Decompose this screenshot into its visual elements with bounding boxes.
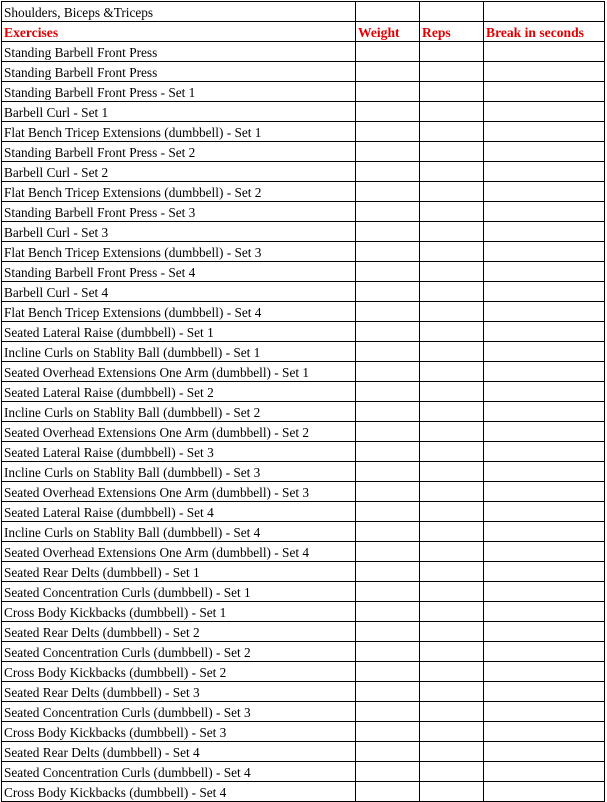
exercise-cell[interactable]: Seated Rear Delts (dumbbell) - Set 1: [2, 562, 356, 582]
break-cell[interactable]: [484, 42, 605, 62]
reps-cell[interactable]: [420, 602, 484, 622]
break-cell[interactable]: [484, 502, 605, 522]
break-cell[interactable]: [484, 482, 605, 502]
workout-sheet: [1, 1, 605, 802]
weight-cell[interactable]: [356, 682, 420, 702]
reps-cell[interactable]: [420, 62, 484, 82]
weight-cell[interactable]: [356, 282, 420, 302]
reps-cell[interactable]: [420, 562, 484, 582]
weight-cell[interactable]: [356, 582, 420, 602]
reps-cell[interactable]: [420, 202, 484, 222]
title-row-weight-cell[interactable]: [356, 2, 420, 22]
weight-cell[interactable]: [356, 622, 420, 642]
exercise-cell[interactable]: Flat Bench Tricep Extensions (dumbbell) - Set 3: [2, 242, 356, 262]
exercise-cell[interactable]: Flat Bench Tricep Extensions (dumbbell) - Set 4: [2, 302, 356, 322]
exercise-cell[interactable]: Cross Body Kickbacks (dumbbell) - Set 4: [2, 782, 356, 802]
table-row: [2, 562, 605, 582]
table-row: [2, 682, 605, 702]
break-cell[interactable]: [484, 642, 605, 662]
break-cell[interactable]: [484, 82, 605, 102]
exercise-cell[interactable]: Seated Lateral Raise (dumbbell) - Set 3: [2, 442, 356, 462]
weight-cell[interactable]: [356, 402, 420, 422]
reps-cell[interactable]: [420, 142, 484, 162]
reps-cell[interactable]: [420, 162, 484, 182]
reps-cell[interactable]: [420, 482, 484, 502]
exercise-cell[interactable]: Cross Body Kickbacks (dumbbell) - Set 1: [2, 602, 356, 622]
table-row: [2, 202, 605, 222]
reps-cell[interactable]: [420, 742, 484, 762]
sheet-body: [2, 2, 605, 802]
weight-cell[interactable]: [356, 722, 420, 742]
exercise-cell[interactable]: Flat Bench Tricep Extensions (dumbbell) - Set 1: [2, 122, 356, 142]
break-cell[interactable]: [484, 202, 605, 222]
table-row: [2, 42, 605, 62]
table-row: [2, 582, 605, 602]
break-cell[interactable]: [484, 322, 605, 342]
reps-cell[interactable]: [420, 422, 484, 442]
table-row: [2, 482, 605, 502]
exercise-cell[interactable]: Seated Overhead Extensions One Arm (dumbbell) - Set 2: [2, 422, 356, 442]
table-row: [2, 142, 605, 162]
exercise-cell[interactable]: Standing Barbell Front Press: [2, 42, 356, 62]
table-row: [2, 262, 605, 282]
break-cell[interactable]: [484, 662, 605, 682]
break-cell[interactable]: [484, 382, 605, 402]
table-row: [2, 662, 605, 682]
weight-cell[interactable]: [356, 442, 420, 462]
header-row: [2, 22, 605, 42]
table-row: [2, 222, 605, 242]
table-row: [2, 722, 605, 742]
table-row: [2, 522, 605, 542]
exercise-cell[interactable]: Cross Body Kickbacks (dumbbell) - Set 2: [2, 662, 356, 682]
table-row: [2, 702, 605, 722]
table-row: [2, 382, 605, 402]
table-row: [2, 362, 605, 382]
reps-cell[interactable]: [420, 282, 484, 302]
reps-cell[interactable]: [420, 122, 484, 142]
weight-cell[interactable]: [356, 422, 420, 442]
exercise-cell[interactable]: Seated Rear Delts (dumbbell) - Set 3: [2, 682, 356, 702]
break-cell[interactable]: [484, 422, 605, 442]
exercise-cell[interactable]: Barbell Curl - Set 2: [2, 162, 356, 182]
weight-cell[interactable]: [356, 562, 420, 582]
break-cell[interactable]: [484, 122, 605, 142]
weight-cell[interactable]: [356, 242, 420, 262]
table-row: [2, 122, 605, 142]
reps-cell[interactable]: [420, 322, 484, 342]
weight-cell[interactable]: [356, 662, 420, 682]
reps-cell[interactable]: [420, 762, 484, 782]
break-cell[interactable]: [484, 162, 605, 182]
table-row: [2, 322, 605, 342]
weight-cell[interactable]: [356, 162, 420, 182]
break-cell[interactable]: [484, 762, 605, 782]
table-row: [2, 622, 605, 642]
weight-cell[interactable]: [356, 482, 420, 502]
weight-cell[interactable]: [356, 122, 420, 142]
table-row: [2, 602, 605, 622]
break-cell[interactable]: [484, 102, 605, 122]
exercise-cell[interactable]: Barbell Curl - Set 4: [2, 282, 356, 302]
title-row: [2, 2, 605, 22]
break-cell[interactable]: [484, 562, 605, 582]
table-row: [2, 62, 605, 82]
exercise-cell[interactable]: Seated Concentration Curls (dumbbell) - Set 2: [2, 642, 356, 662]
reps-cell[interactable]: [420, 182, 484, 202]
break-cell[interactable]: [484, 702, 605, 722]
exercise-cell[interactable]: Incline Curls on Stablity Ball (dumbbell) - Set 4: [2, 522, 356, 542]
table-row: [2, 402, 605, 422]
reps-cell[interactable]: [420, 782, 484, 802]
weight-cell[interactable]: [356, 342, 420, 362]
exercise-cell[interactable]: Seated Overhead Extensions One Arm (dumbbell) - Set 3: [2, 482, 356, 502]
break-cell[interactable]: [484, 222, 605, 242]
weight-cell[interactable]: [356, 202, 420, 222]
weight-cell[interactable]: [356, 362, 420, 382]
reps-cell[interactable]: [420, 642, 484, 662]
table-row: [2, 762, 605, 782]
table-row: [2, 462, 605, 482]
exercise-cell[interactable]: Barbell Curl - Set 3: [2, 222, 356, 242]
exercise-cell[interactable]: Incline Curls on Stablity Ball (dumbbell) - Set 3: [2, 462, 356, 482]
weight-cell[interactable]: [356, 322, 420, 342]
break-cell[interactable]: [484, 342, 605, 362]
exercise-cell[interactable]: Seated Concentration Curls (dumbbell) - Set 1: [2, 582, 356, 602]
break-cell[interactable]: [484, 722, 605, 742]
table-row: [2, 82, 605, 102]
exercise-cell[interactable]: Seated Overhead Extensions One Arm (dumbbell) - Set 1: [2, 362, 356, 382]
break-cell[interactable]: [484, 362, 605, 382]
break-cell[interactable]: [484, 542, 605, 562]
table-row: [2, 442, 605, 462]
reps-cell[interactable]: [420, 82, 484, 102]
exercise-cell[interactable]: Barbell Curl - Set 1: [2, 102, 356, 122]
weight-cell[interactable]: [356, 182, 420, 202]
weight-cell[interactable]: [356, 502, 420, 522]
reps-cell[interactable]: [420, 502, 484, 522]
reps-cell[interactable]: [420, 342, 484, 362]
reps-cell[interactable]: [420, 42, 484, 62]
table-row: [2, 742, 605, 762]
weight-cell[interactable]: [356, 382, 420, 402]
exercise-cell[interactable]: Seated Rear Delts (dumbbell) - Set 2: [2, 622, 356, 642]
reps-cell[interactable]: [420, 662, 484, 682]
exercise-cell[interactable]: Seated Concentration Curls (dumbbell) - Set 4: [2, 762, 356, 782]
break-cell[interactable]: [484, 782, 605, 802]
weight-cell[interactable]: [356, 142, 420, 162]
reps-cell[interactable]: [420, 582, 484, 602]
break-cell[interactable]: [484, 242, 605, 262]
reps-cell[interactable]: [420, 542, 484, 562]
weight-cell[interactable]: [356, 42, 420, 62]
weight-cell[interactable]: [356, 102, 420, 122]
exercise-cell[interactable]: Standing Barbell Front Press - Set 2: [2, 142, 356, 162]
reps-cell[interactable]: [420, 302, 484, 322]
break-cell[interactable]: [484, 682, 605, 702]
exercise-cell[interactable]: Seated Overhead Extensions One Arm (dumbbell) - Set 4: [2, 542, 356, 562]
reps-cell[interactable]: [420, 622, 484, 642]
weight-cell[interactable]: [356, 782, 420, 802]
break-cell[interactable]: [484, 62, 605, 82]
table-row: [2, 162, 605, 182]
break-cell[interactable]: [484, 582, 605, 602]
exercise-cell[interactable]: Standing Barbell Front Press - Set 3: [2, 202, 356, 222]
table-row: [2, 782, 605, 802]
table-row: [2, 422, 605, 442]
weight-cell[interactable]: [356, 62, 420, 82]
header-exercises[interactable]: Exercises: [2, 22, 356, 42]
title-row-reps-cell[interactable]: [420, 2, 484, 22]
sheet-title[interactable]: Shoulders, Biceps &Triceps: [2, 2, 356, 22]
header-break-seconds[interactable]: Break in seconds: [484, 22, 605, 42]
reps-cell[interactable]: [420, 102, 484, 122]
weight-cell[interactable]: [356, 82, 420, 102]
exercise-cell[interactable]: Flat Bench Tricep Extensions (dumbbell) - Set 2: [2, 182, 356, 202]
table-row: [2, 182, 605, 202]
title-row-break-cell[interactable]: [484, 2, 605, 22]
weight-cell[interactable]: [356, 542, 420, 562]
reps-cell[interactable]: [420, 262, 484, 282]
break-cell[interactable]: [484, 622, 605, 642]
break-cell[interactable]: [484, 142, 605, 162]
break-cell[interactable]: [484, 442, 605, 462]
header-weight[interactable]: Weight: [356, 22, 420, 42]
table-row: [2, 102, 605, 122]
break-cell[interactable]: [484, 462, 605, 482]
reps-cell[interactable]: [420, 722, 484, 742]
break-cell[interactable]: [484, 262, 605, 282]
table-row: [2, 502, 605, 522]
reps-cell[interactable]: [420, 382, 484, 402]
exercise-cell[interactable]: Seated Lateral Raise (dumbbell) - Set 1: [2, 322, 356, 342]
break-cell[interactable]: [484, 402, 605, 422]
reps-cell[interactable]: [420, 462, 484, 482]
exercise-cell[interactable]: Seated Concentration Curls (dumbbell) - Set 3: [2, 702, 356, 722]
weight-cell[interactable]: [356, 522, 420, 542]
table-row: [2, 282, 605, 302]
weight-cell[interactable]: [356, 762, 420, 782]
exercise-cell[interactable]: Standing Barbell Front Press: [2, 62, 356, 82]
reps-cell[interactable]: [420, 522, 484, 542]
weight-cell[interactable]: [356, 262, 420, 282]
table-row: [2, 342, 605, 362]
reps-cell[interactable]: [420, 362, 484, 382]
weight-cell[interactable]: [356, 702, 420, 722]
reps-cell[interactable]: [420, 682, 484, 702]
break-cell[interactable]: [484, 522, 605, 542]
weight-cell[interactable]: [356, 462, 420, 482]
break-cell[interactable]: [484, 182, 605, 202]
exercise-cell[interactable]: Standing Barbell Front Press - Set 4: [2, 262, 356, 282]
header-reps[interactable]: Reps: [420, 22, 484, 42]
table-row: [2, 302, 605, 322]
table-row: [2, 242, 605, 262]
break-cell[interactable]: [484, 302, 605, 322]
break-cell[interactable]: [484, 742, 605, 762]
reps-cell[interactable]: [420, 702, 484, 722]
weight-cell[interactable]: [356, 602, 420, 622]
reps-cell[interactable]: [420, 242, 484, 262]
weight-cell[interactable]: [356, 222, 420, 242]
weight-cell[interactable]: [356, 742, 420, 762]
exercise-cell[interactable]: Seated Rear Delts (dumbbell) - Set 4: [2, 742, 356, 762]
exercise-cell[interactable]: Incline Curls on Stablity Ball (dumbbell) - Set 2: [2, 402, 356, 422]
weight-cell[interactable]: [356, 302, 420, 322]
exercise-cell[interactable]: Cross Body Kickbacks (dumbbell) - Set 3: [2, 722, 356, 742]
exercise-cell[interactable]: Incline Curls on Stablity Ball (dumbbell) - Set 1: [2, 342, 356, 362]
weight-cell[interactable]: [356, 642, 420, 662]
reps-cell[interactable]: [420, 442, 484, 462]
reps-cell[interactable]: [420, 402, 484, 422]
table-row: [2, 542, 605, 562]
reps-cell[interactable]: [420, 222, 484, 242]
break-cell[interactable]: [484, 282, 605, 302]
exercise-cell[interactable]: Standing Barbell Front Press - Set 1: [2, 82, 356, 102]
exercise-cell[interactable]: Seated Lateral Raise (dumbbell) - Set 4: [2, 502, 356, 522]
table-row: [2, 642, 605, 662]
break-cell[interactable]: [484, 602, 605, 622]
exercise-cell[interactable]: Seated Lateral Raise (dumbbell) - Set 2: [2, 382, 356, 402]
